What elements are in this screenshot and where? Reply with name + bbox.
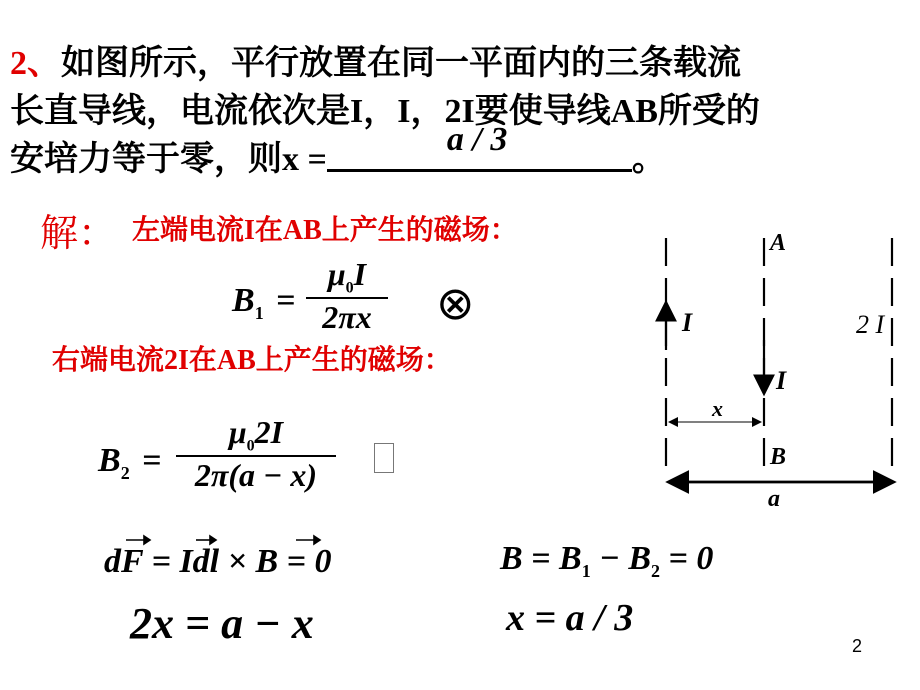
- label-I-mid: I: [776, 366, 787, 395]
- b2-fraction: $\mu_02I$ 2π(a − x): [176, 414, 336, 494]
- solution-label: 解：: [40, 213, 117, 255]
- problem-number: 2、: [10, 45, 61, 82]
- relation-equation: 2x = a − x: [130, 599, 314, 648]
- force-equation: dF = Idl × B = 0: [104, 543, 332, 580]
- b-total-equation: $B = B_1 - B_2 = 0$: [500, 540, 714, 581]
- problem-statement: [10, 40, 910, 184]
- label-x: x: [712, 396, 723, 421]
- label-B: B: [770, 444, 787, 470]
- problem-text-end: 。: [631, 141, 666, 178]
- page-number: 2: [852, 636, 863, 656]
- answer-blank: [327, 121, 632, 176]
- b1-fraction: $\mu_0I$ 2πx: [306, 256, 388, 336]
- wire-diagram: [640, 230, 910, 520]
- problem-text-line3: 安培力等于零，则x =: [10, 141, 327, 178]
- result-equation: x = a / 3: [506, 597, 634, 639]
- vector-arrows-icon: [100, 530, 360, 550]
- label-I-left: I: [682, 308, 693, 337]
- answer-value: a / 3: [446, 121, 508, 158]
- problem-text-line2: 长直导线，电流依次是I，I，2I要使导线AB所受的: [10, 93, 760, 130]
- into-page-icon: ⊗: [436, 276, 475, 330]
- problem-text-line1: 如图所示，平行放置在同一平面内的三条载流: [61, 45, 741, 82]
- placeholder-box-icon: [374, 443, 394, 473]
- label-a: a: [768, 486, 780, 512]
- left-field-text: 左端电流I在AB上产生的磁场：: [132, 215, 518, 246]
- b1-equation: $B_1$ =: [232, 282, 296, 323]
- label-A: A: [770, 230, 787, 256]
- right-field-text: 右端电流2I在AB上产生的磁场：: [52, 345, 452, 376]
- label-2I: 2 I: [856, 310, 885, 339]
- b2-equation: $B_2$ =: [98, 442, 162, 483]
